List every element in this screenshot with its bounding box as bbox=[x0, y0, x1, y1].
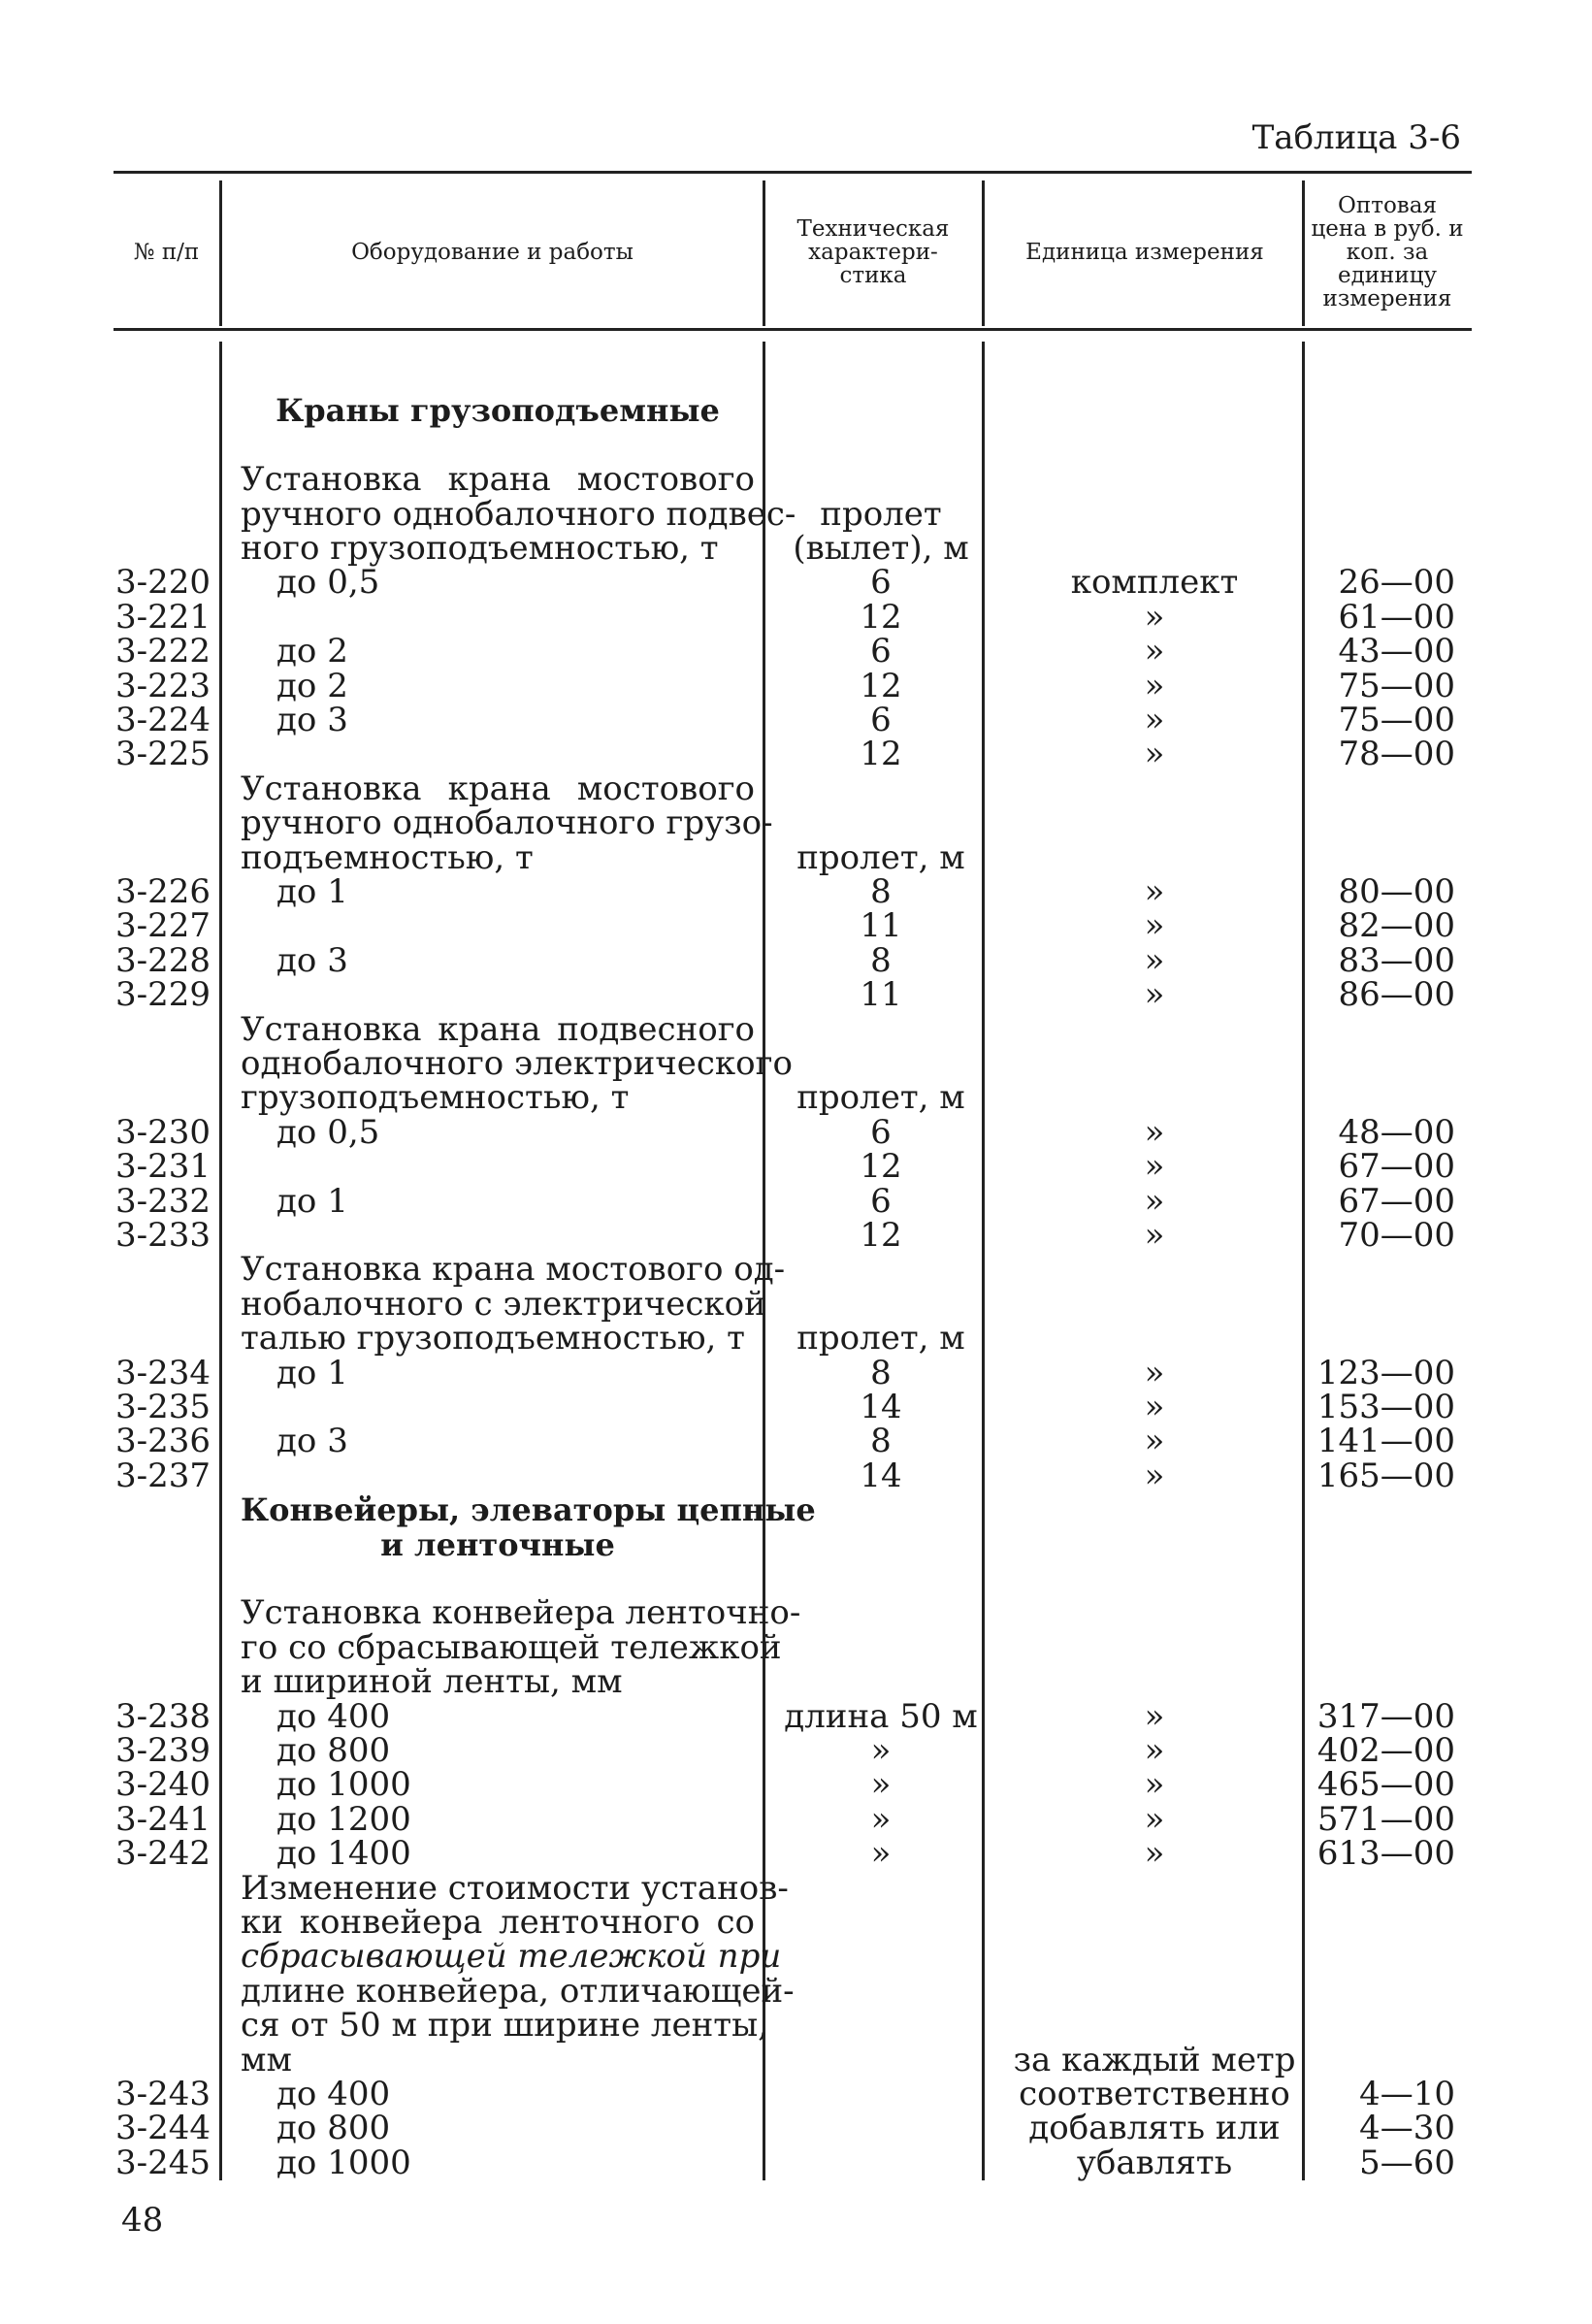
cell-num: 3-235 bbox=[114, 1388, 211, 1426]
column-divider bbox=[1302, 180, 1305, 326]
cell-eq: до 800 bbox=[276, 1731, 391, 1770]
cell-num: 3-244 bbox=[114, 2109, 211, 2147]
cell-price: 82—00 bbox=[1338, 906, 1455, 945]
cell-price: 75—00 bbox=[1338, 667, 1455, 705]
cell-eq: ручного однобалочного грузо- bbox=[241, 803, 773, 842]
cell-eq: сбрасывающей тележкой при bbox=[241, 1937, 782, 1976]
cell-eq: ся от 50 м при ширине ленты, bbox=[241, 2006, 768, 2045]
cell-num: 3-241 bbox=[114, 1800, 211, 1839]
cell-tech: пролет, м bbox=[796, 1319, 965, 1358]
table-row bbox=[0, 1012, 1592, 1047]
column-divider bbox=[763, 180, 765, 326]
cell-tech: 6 bbox=[870, 1113, 892, 1152]
table-row bbox=[0, 703, 1592, 737]
cell-price: 4—10 bbox=[1359, 2075, 1455, 2113]
cell-tech: » bbox=[870, 1834, 892, 1873]
cell-tech: пролет bbox=[820, 495, 942, 534]
table-row bbox=[0, 1184, 1592, 1219]
cell-tech: 14 bbox=[860, 1457, 902, 1495]
cell-price: 78—00 bbox=[1338, 735, 1455, 773]
table-row bbox=[0, 1321, 1592, 1356]
cell-price: 43—00 bbox=[1338, 632, 1455, 671]
cell-tech: 12 bbox=[860, 1216, 902, 1255]
table-row bbox=[0, 1424, 1592, 1458]
top-rule bbox=[114, 171, 1472, 174]
cell-eq: Установка конвейера ленточно- bbox=[241, 1593, 801, 1632]
cell-eq: и ленточные bbox=[380, 1526, 615, 1563]
cell-unit: » bbox=[1144, 1388, 1165, 1426]
table-row bbox=[0, 393, 1592, 428]
cell-unit: » bbox=[1144, 735, 1165, 773]
cell-num: 3-226 bbox=[114, 872, 211, 911]
cell-unit: » bbox=[1144, 598, 1165, 637]
table-row bbox=[0, 1905, 1592, 1940]
table-row bbox=[0, 1492, 1592, 1527]
cell-tech: 8 bbox=[870, 872, 892, 911]
cell-eq: до 3 bbox=[276, 941, 348, 980]
cell-eq: до 2 bbox=[276, 632, 348, 671]
cell-tech: 14 bbox=[860, 1388, 902, 1426]
table-row bbox=[0, 428, 1592, 463]
cell-num: 3-243 bbox=[114, 2075, 211, 2113]
table-row bbox=[0, 669, 1592, 704]
page-number: 48 bbox=[121, 2201, 164, 2240]
cell-num: 3-245 bbox=[114, 2144, 211, 2182]
cell-eq: до 1 bbox=[276, 1182, 348, 1221]
cell-num: 3-231 bbox=[114, 1147, 211, 1186]
table-row bbox=[0, 531, 1592, 566]
table-row bbox=[0, 2008, 1592, 2043]
cell-eq: до 400 bbox=[276, 2075, 391, 2113]
cell-tech: » bbox=[870, 1731, 892, 1770]
cell-eq: до 1200 bbox=[276, 1800, 411, 1839]
table-row bbox=[0, 1939, 1592, 1974]
cell-num: 3-237 bbox=[114, 1457, 211, 1495]
table-row bbox=[0, 840, 1592, 875]
cell-eq: до 1000 bbox=[276, 1765, 411, 1804]
cell-price: 5—60 bbox=[1359, 2144, 1455, 2182]
cell-unit: за каждый метр bbox=[1013, 2041, 1296, 2079]
table-row bbox=[0, 1733, 1592, 1768]
column-divider bbox=[982, 180, 985, 326]
cell-tech: » bbox=[870, 1765, 892, 1804]
cell-price: 75—00 bbox=[1338, 701, 1455, 739]
cell-num: 3-233 bbox=[114, 1216, 211, 1255]
table-row bbox=[0, 1080, 1592, 1115]
cell-eq: талью грузоподъемностью, т bbox=[241, 1319, 745, 1358]
cell-tech: 8 bbox=[870, 941, 892, 980]
table-row bbox=[0, 1356, 1592, 1391]
cell-tech: 6 bbox=[870, 701, 892, 739]
cell-unit: » bbox=[1144, 1147, 1165, 1186]
cell-eq: до 400 bbox=[276, 1697, 391, 1736]
table-row bbox=[0, 2111, 1592, 2145]
cell-unit: » bbox=[1144, 975, 1165, 1014]
table-row bbox=[0, 1287, 1592, 1322]
cell-unit: » bbox=[1144, 1697, 1165, 1736]
table-row bbox=[0, 736, 1592, 771]
table-row bbox=[0, 565, 1592, 600]
cell-eq: однобалочного электрического bbox=[241, 1044, 793, 1083]
cell-unit: соответственно bbox=[1019, 2075, 1290, 2113]
table-row bbox=[0, 1974, 1592, 2009]
cell-unit: » bbox=[1144, 872, 1165, 911]
table-row bbox=[0, 600, 1592, 635]
cell-num: 3-228 bbox=[114, 941, 211, 980]
cell-eq: длине конвейера, отличающей- bbox=[241, 1972, 795, 2011]
cell-tech: пролет, м bbox=[796, 1078, 965, 1117]
cell-num: 3-238 bbox=[114, 1697, 211, 1736]
cell-unit: » bbox=[1144, 701, 1165, 739]
cell-num: 3-229 bbox=[114, 975, 211, 1014]
cell-tech: 6 bbox=[870, 1182, 892, 1221]
cell-eq: Краны грузоподъемные bbox=[276, 392, 720, 429]
cell-num: 3-234 bbox=[114, 1354, 211, 1392]
cell-num: 3-239 bbox=[114, 1731, 211, 1770]
cell-tech: 12 bbox=[860, 735, 902, 773]
table-row bbox=[0, 771, 1592, 806]
table-row bbox=[0, 2145, 1592, 2180]
cell-eq: нобалочного с электрической bbox=[241, 1285, 766, 1324]
cell-price: 153—00 bbox=[1316, 1388, 1455, 1426]
cell-tech: 8 bbox=[870, 1422, 892, 1460]
table-row bbox=[0, 1630, 1592, 1665]
cell-eq: Установка крана мостового bbox=[241, 460, 755, 499]
cell-num: 3-221 bbox=[114, 598, 211, 637]
cell-price: 123—00 bbox=[1316, 1354, 1455, 1392]
table-row bbox=[0, 1664, 1592, 1699]
table-row bbox=[0, 497, 1592, 532]
cell-tech: пролет, м bbox=[796, 838, 965, 877]
cell-eq: грузоподъемностью, т bbox=[241, 1078, 630, 1117]
cell-eq: до 3 bbox=[276, 701, 348, 739]
cell-tech: 6 bbox=[870, 563, 892, 602]
header-tech: Техническая характери-стика bbox=[796, 215, 950, 289]
cell-tech: (вылет), м bbox=[793, 529, 969, 568]
cell-num: 3-240 bbox=[114, 1765, 211, 1804]
cell-eq: Конвейеры, элеваторы цепные bbox=[241, 1491, 816, 1528]
cell-eq: до 1 bbox=[276, 872, 348, 911]
cell-eq: Установка крана мостового од- bbox=[241, 1250, 786, 1289]
cell-price: 83—00 bbox=[1338, 941, 1455, 980]
cell-unit: » bbox=[1144, 1834, 1165, 1873]
cell-tech: 6 bbox=[870, 632, 892, 671]
header-bottom-rule bbox=[114, 328, 1472, 331]
table-row bbox=[0, 1836, 1592, 1871]
table-row bbox=[0, 1149, 1592, 1184]
cell-price: 571—00 bbox=[1316, 1800, 1455, 1839]
table-row bbox=[0, 1699, 1592, 1734]
cell-eq: до 1400 bbox=[276, 1834, 411, 1873]
cell-price: 67—00 bbox=[1338, 1147, 1455, 1186]
cell-unit: убавлять bbox=[1076, 2144, 1233, 2182]
cell-eq: Установка крана подвесного bbox=[241, 1010, 755, 1049]
cell-eq: Изменение стоимости установ- bbox=[241, 1869, 789, 1908]
cell-unit: » bbox=[1144, 1765, 1165, 1804]
table-row bbox=[0, 359, 1592, 394]
cell-price: 26—00 bbox=[1338, 563, 1455, 602]
cell-eq: до 0,5 bbox=[276, 563, 380, 602]
cell-eq: Установка крана мостового bbox=[241, 769, 755, 808]
cell-price: 80—00 bbox=[1338, 872, 1455, 911]
cell-unit: комплект bbox=[1070, 563, 1239, 602]
cell-num: 3-220 bbox=[114, 563, 211, 602]
cell-tech: длина 50 м bbox=[784, 1697, 978, 1736]
cell-price: 465—00 bbox=[1316, 1765, 1455, 1804]
cell-num: 3-232 bbox=[114, 1182, 211, 1221]
cell-unit: » bbox=[1144, 1800, 1165, 1839]
cell-tech: 11 bbox=[860, 906, 902, 945]
cell-tech: 12 bbox=[860, 598, 902, 637]
cell-unit: » bbox=[1144, 667, 1165, 705]
header-unit: Единица измерения bbox=[1025, 239, 1264, 265]
cell-eq: до 3 bbox=[276, 1422, 348, 1460]
table-row bbox=[0, 2043, 1592, 2078]
cell-eq: и шириной ленты, мм bbox=[241, 1662, 623, 1701]
cell-eq: ки конвейера ленточного со bbox=[241, 1903, 755, 1942]
cell-eq: до 1 bbox=[276, 1354, 348, 1392]
cell-unit: » bbox=[1144, 1457, 1165, 1495]
cell-unit: » bbox=[1144, 941, 1165, 980]
cell-unit: » bbox=[1144, 1422, 1165, 1460]
cell-num: 3-242 bbox=[114, 1834, 211, 1873]
cell-eq: ручного однобалочного подвес- bbox=[241, 495, 796, 534]
cell-price: 141—00 bbox=[1316, 1422, 1455, 1460]
cell-tech: 12 bbox=[860, 1147, 902, 1186]
table-row bbox=[0, 874, 1592, 909]
cell-unit: » bbox=[1144, 632, 1165, 671]
cell-num: 3-236 bbox=[114, 1422, 211, 1460]
table-row bbox=[0, 1561, 1592, 1596]
cell-price: 61—00 bbox=[1338, 598, 1455, 637]
cell-eq: подъемностью, т bbox=[241, 838, 534, 877]
table-row bbox=[0, 943, 1592, 978]
cell-num: 3-230 bbox=[114, 1113, 211, 1152]
table-row bbox=[0, 1046, 1592, 1081]
cell-tech: 12 bbox=[860, 667, 902, 705]
cell-unit: » bbox=[1144, 1113, 1165, 1152]
header-price: Оптовая цена в руб. и коп. за единицу измерения bbox=[1311, 192, 1464, 312]
table-row bbox=[0, 1595, 1592, 1630]
cell-unit: » bbox=[1144, 906, 1165, 945]
table-row bbox=[0, 1527, 1592, 1562]
table-row bbox=[0, 634, 1592, 669]
cell-unit: » bbox=[1144, 1354, 1165, 1392]
cell-price: 48—00 bbox=[1338, 1113, 1455, 1152]
cell-eq: го со сбрасывающей тележкой bbox=[241, 1628, 782, 1667]
table-row bbox=[0, 462, 1592, 497]
cell-unit: добавлять или bbox=[1028, 2109, 1281, 2147]
table-row bbox=[0, 1767, 1592, 1802]
cell-num: 3-225 bbox=[114, 735, 211, 773]
cell-unit: » bbox=[1144, 1731, 1165, 1770]
cell-eq: до 1000 bbox=[276, 2144, 411, 2182]
cell-tech: » bbox=[870, 1800, 892, 1839]
cell-eq: до 800 bbox=[276, 2109, 391, 2147]
cell-tech: 11 bbox=[860, 975, 902, 1014]
cell-eq: мм bbox=[241, 2041, 292, 2079]
table-row bbox=[0, 2077, 1592, 2111]
table-row bbox=[0, 1802, 1592, 1837]
cell-price: 70—00 bbox=[1338, 1216, 1455, 1255]
cell-num: 3-227 bbox=[114, 906, 211, 945]
table-row bbox=[0, 977, 1592, 1012]
cell-num: 3-224 bbox=[114, 701, 211, 739]
cell-price: 613—00 bbox=[1316, 1834, 1455, 1873]
cell-tech: 8 bbox=[870, 1354, 892, 1392]
cell-price: 67—00 bbox=[1338, 1182, 1455, 1221]
cell-eq: до 2 bbox=[276, 667, 348, 705]
table-row bbox=[0, 1390, 1592, 1424]
table-row bbox=[0, 805, 1592, 840]
cell-eq: до 0,5 bbox=[276, 1113, 380, 1152]
table-label: Таблица 3-6 bbox=[1251, 118, 1461, 157]
cell-price: 402—00 bbox=[1316, 1731, 1455, 1770]
cell-num: 3-223 bbox=[114, 667, 211, 705]
cell-unit: » bbox=[1144, 1216, 1165, 1255]
table-row bbox=[0, 1252, 1592, 1287]
cell-unit: » bbox=[1144, 1182, 1165, 1221]
cell-eq: ного грузоподъемностью, т bbox=[241, 529, 719, 568]
table-row bbox=[0, 1458, 1592, 1493]
table-row bbox=[0, 1871, 1592, 1906]
cell-num: 3-222 bbox=[114, 632, 211, 671]
table-row bbox=[0, 1115, 1592, 1150]
table-row bbox=[0, 1218, 1592, 1253]
cell-price: 165—00 bbox=[1316, 1457, 1455, 1495]
header-equipment: Оборудование и работы bbox=[351, 239, 634, 265]
cell-price: 317—00 bbox=[1316, 1697, 1455, 1736]
header-num: № п/п bbox=[133, 239, 200, 265]
table-row bbox=[0, 908, 1592, 943]
cell-price: 86—00 bbox=[1338, 975, 1455, 1014]
cell-price: 4—30 bbox=[1359, 2109, 1455, 2147]
